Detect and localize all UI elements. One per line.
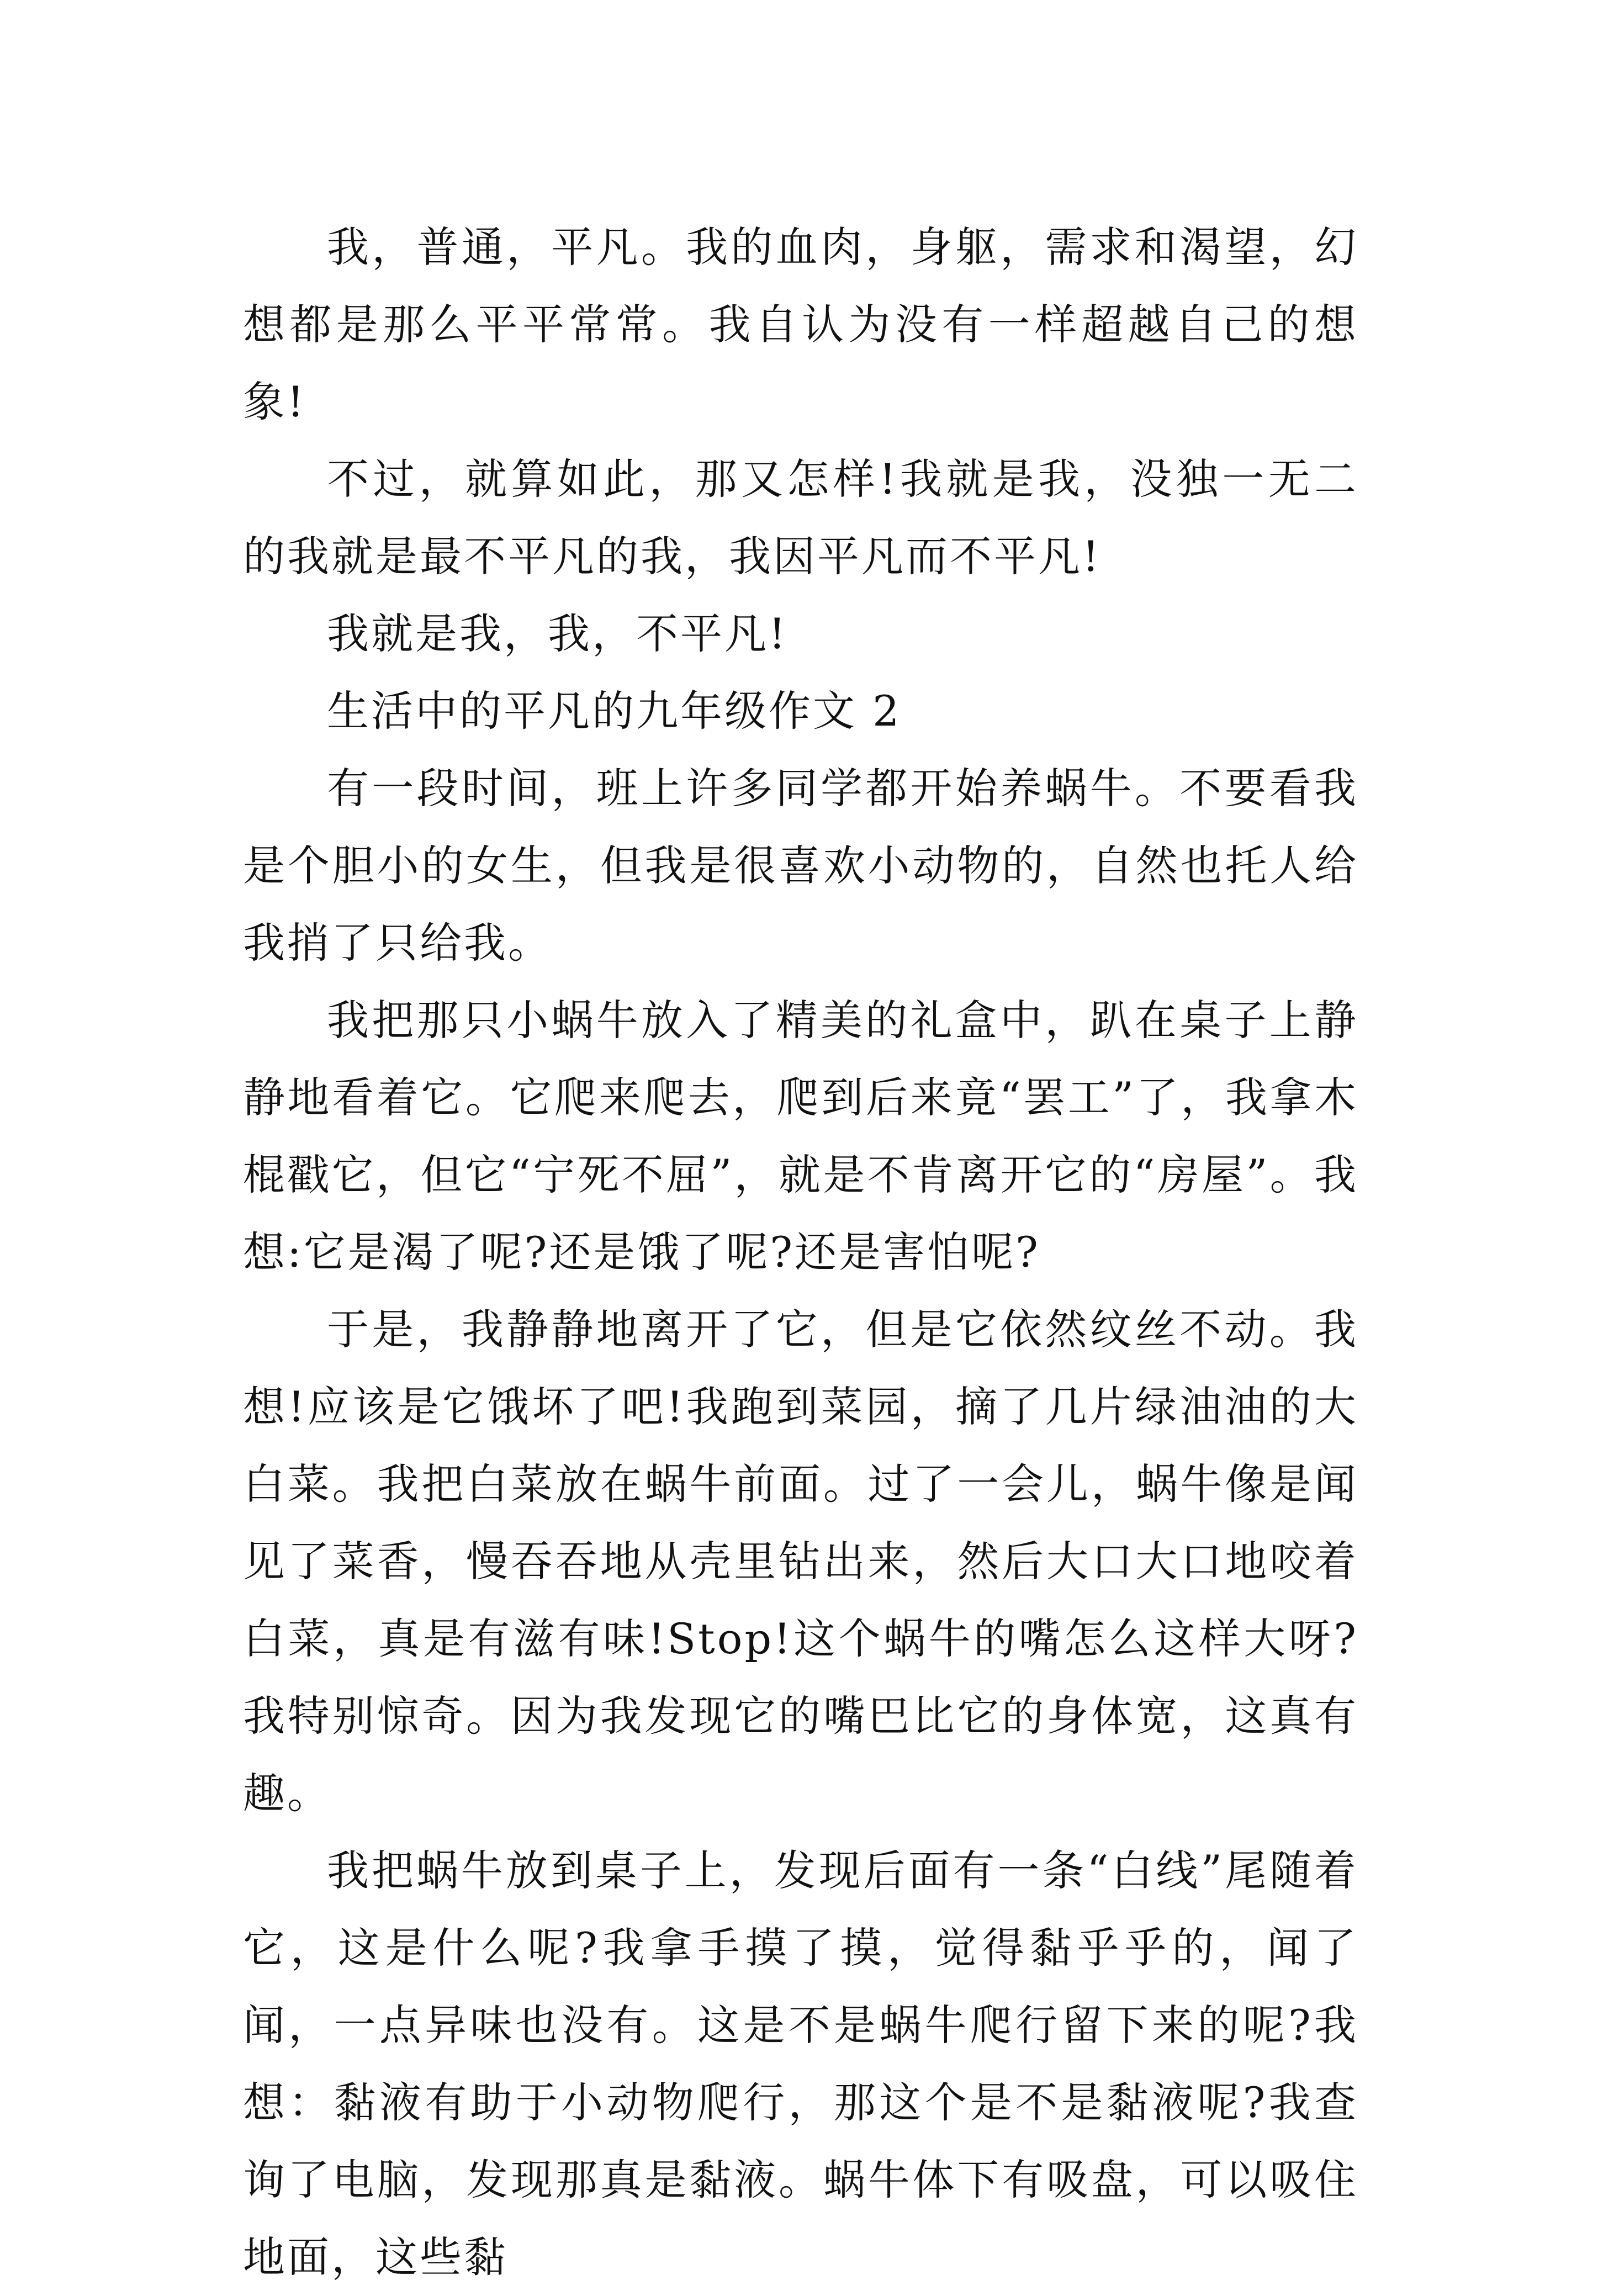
paragraph-6: 于是，我静静地离开了它，但是它依然纹丝不动。我想!应该是它饿坏了吧!我跑到菜园，摘了几片绿油油的大白菜。我把白菜放在蜗牛前面。过了一会儿，蜗牛像是闻见了菜香，慢吞吞地从壳里钻出来，然后大口大口地咬着白菜，真是有滋有味!Stop!这个蜗牛的嘴怎么这样大呀?我特别惊奇。因为我发现它的嘴巴比它的身体宽，这真有趣。 [243, 1305, 1358, 1818]
essay-body [243, 209, 1358, 2296]
paragraph-7: 我把蜗牛放到桌子上，发现后面有一条“白线”尾随着它，这是什么呢?我拿手摸了摸，觉得黏乎乎的，闻了闻，一点异味也没有。这是不是蜗牛爬行留下来的呢?我想：黏液有助于小动物爬行，那这个是不是黏液呢?我查询了电脑，发现那真是黏液。蜗牛体下有吸盘，可以吸住地面，这些黏 [243, 1846, 1358, 2282]
essay-title: 生活中的平凡的九年级作文 2 [327, 686, 902, 736]
paragraph-3: 我就是我，我，不平凡! [327, 609, 788, 658]
paragraph-2: 不过，就算如此，那又怎样!我就是我，没独一无二的我就是最不平凡的我，我因平凡而不平凡! [243, 454, 1358, 581]
paragraph-5: 我把那只小蜗牛放入了精美的礼盒中，趴在桌子上静静地看着它。它爬来爬去，爬到后来竟“罢工”了，我拿木棍戳它，但它“宁死不屈”，就是不肯离开它的“房屋”。我想:它是渴了呢?还是饿了呢?还是害怕呢? [243, 996, 1358, 1277]
paragraph-4: 有一段时间，班上许多同学都开始养蜗牛。不要看我是个胆小的女生，但我是很喜欢小动物的，自然也托人给我捎了只给我。 [243, 764, 1358, 967]
paragraph-1: 我，普通，平凡。我的血肉，身躯，需求和渴望，幻想都是那么平平常常。我自认为没有一样超越自己的想象! [243, 223, 1358, 426]
